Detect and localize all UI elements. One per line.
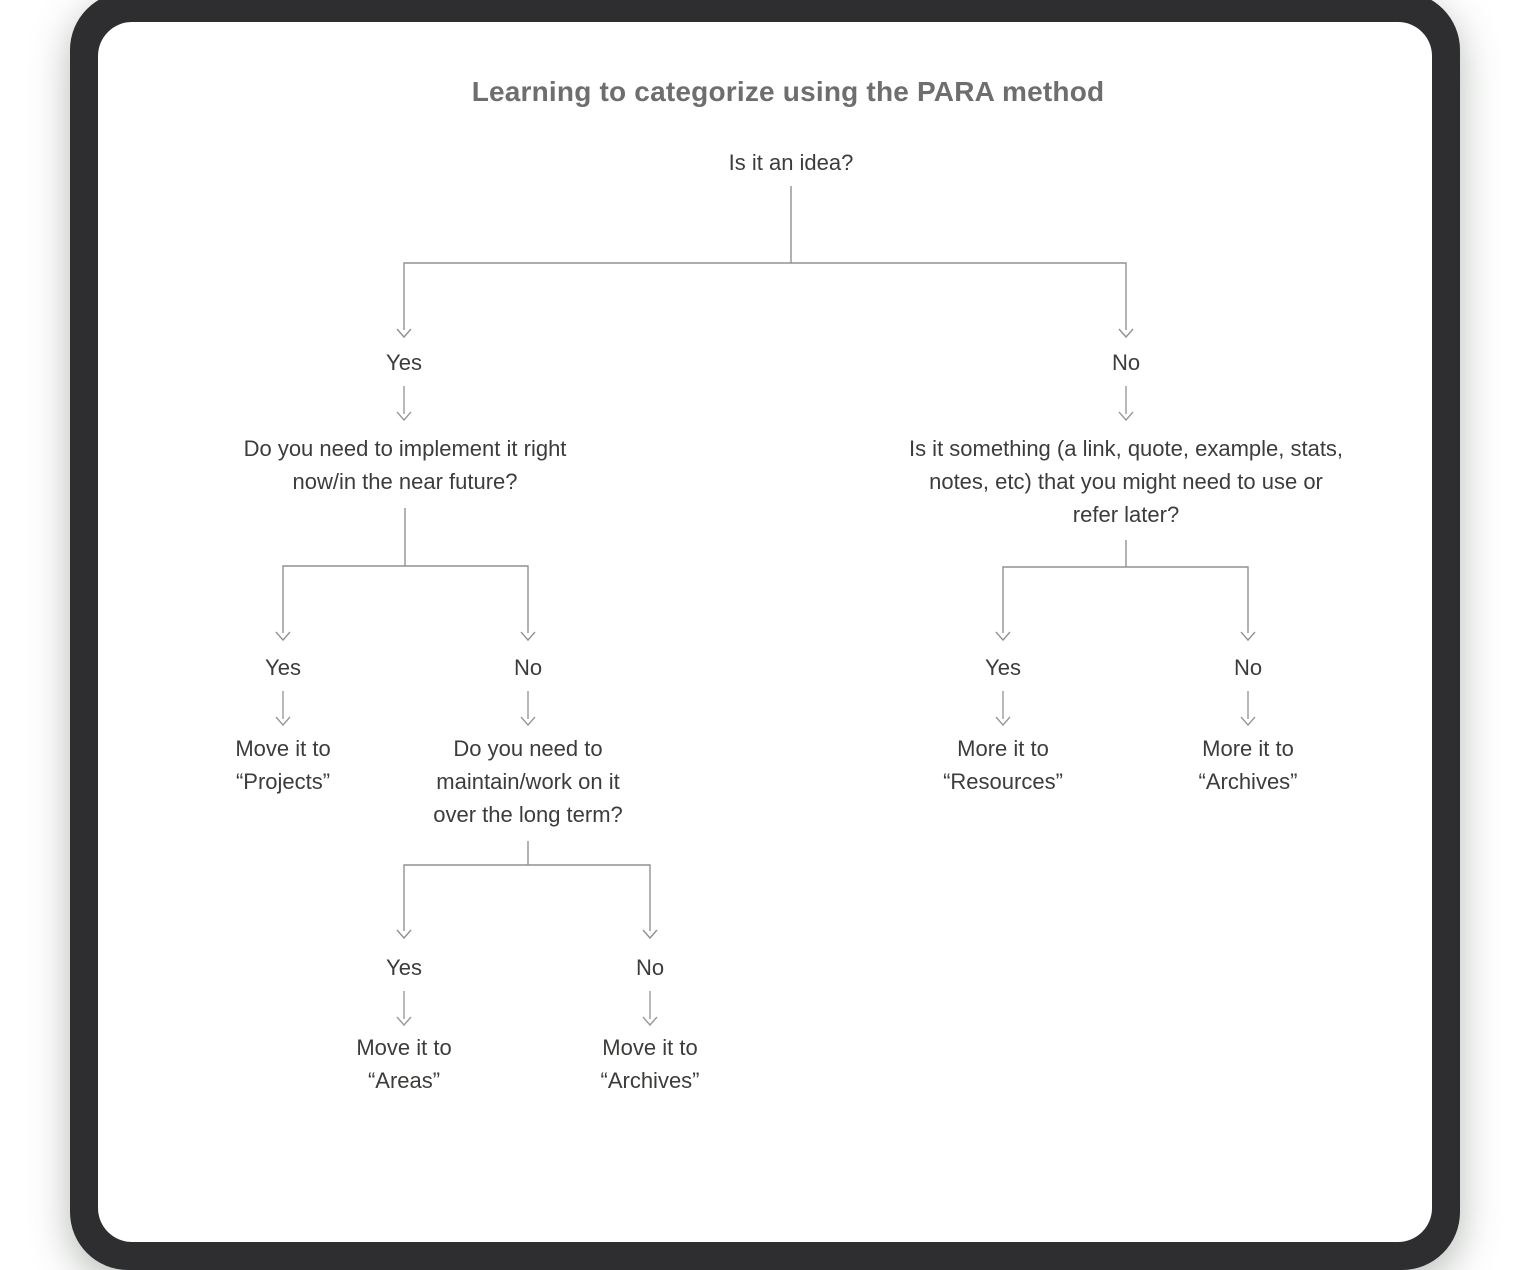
branch-label-no: No (513, 655, 543, 680)
text-line: “Archives” (600, 1068, 700, 1093)
node-root-question: Is it an idea? (728, 150, 854, 175)
text-line: Do you need to implement it right (243, 436, 567, 461)
node-result-archives-right (1198, 732, 1297, 798)
text-line: “Areas” (367, 1068, 441, 1093)
node-question-refer (909, 432, 1343, 531)
text-line: Is it something (a link, quote, example, stats, (908, 436, 1344, 461)
node-result-resources (943, 732, 1063, 798)
branch-label-no: No (1111, 350, 1141, 375)
branch-label-yes: Yes (386, 955, 422, 980)
text-line: Do you need to (453, 736, 603, 761)
node-result-areas (356, 1031, 451, 1097)
node-question-implement (244, 432, 567, 498)
text-line: notes, etc) that you might need to use or (929, 469, 1323, 494)
text-line: refer later? (1072, 502, 1180, 527)
text-line: More it to (957, 736, 1049, 761)
text-line: Move it to (602, 1035, 698, 1060)
branch-label-yes: Yes (985, 655, 1021, 680)
branch-label-yes: Yes (386, 350, 422, 375)
text-line: “Archives” (1198, 769, 1298, 794)
node-question-maintain (433, 732, 623, 831)
node-result-projects (235, 732, 330, 798)
text-line: over the long term? (433, 802, 623, 827)
branch-label-no: No (1233, 655, 1263, 680)
text-line: maintain/work on it (436, 769, 620, 794)
text-line: “Resources” (943, 769, 1063, 794)
device-frame (70, 0, 1460, 1270)
text-line: now/in the near future? (292, 469, 518, 494)
branch-label-no: No (635, 955, 665, 980)
text-line: Move it to (235, 736, 331, 761)
flowchart-card (98, 22, 1432, 1242)
node-result-archives-left (600, 1031, 699, 1097)
text-line: “Projects” (235, 769, 331, 794)
text-line: More it to (1202, 736, 1294, 761)
text-line: Move it to (356, 1035, 452, 1060)
branch-label-yes: Yes (265, 655, 301, 680)
diagram-title: Learning to categorize using the PARA method (471, 76, 1105, 107)
